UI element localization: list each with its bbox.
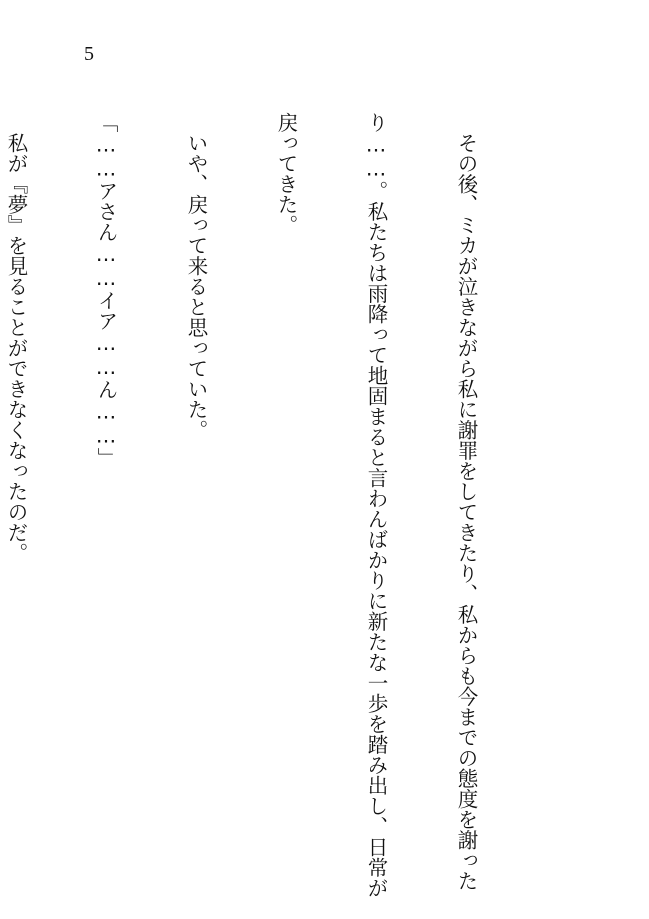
page-number: 5 <box>84 43 94 65</box>
text-line: その後、ミカが泣きながら私に謝罪をしてきたり、私からも今までの態度を謝った <box>454 112 478 891</box>
text-line: り……。私たちは雨降って地固まると言わんばかりに新たな一歩を踏み出し、日常が <box>364 112 388 898</box>
text-line: 「……アさん……イア……ん……」 <box>94 112 118 468</box>
text-line: いや、戻って来ると思っていた。 <box>184 112 208 440</box>
text-line: 戻ってきた。 <box>274 112 298 235</box>
vertical-text-body <box>0 112 541 898</box>
text-line: 私が『夢』を見ることができなくなったのだ。 <box>4 112 28 563</box>
